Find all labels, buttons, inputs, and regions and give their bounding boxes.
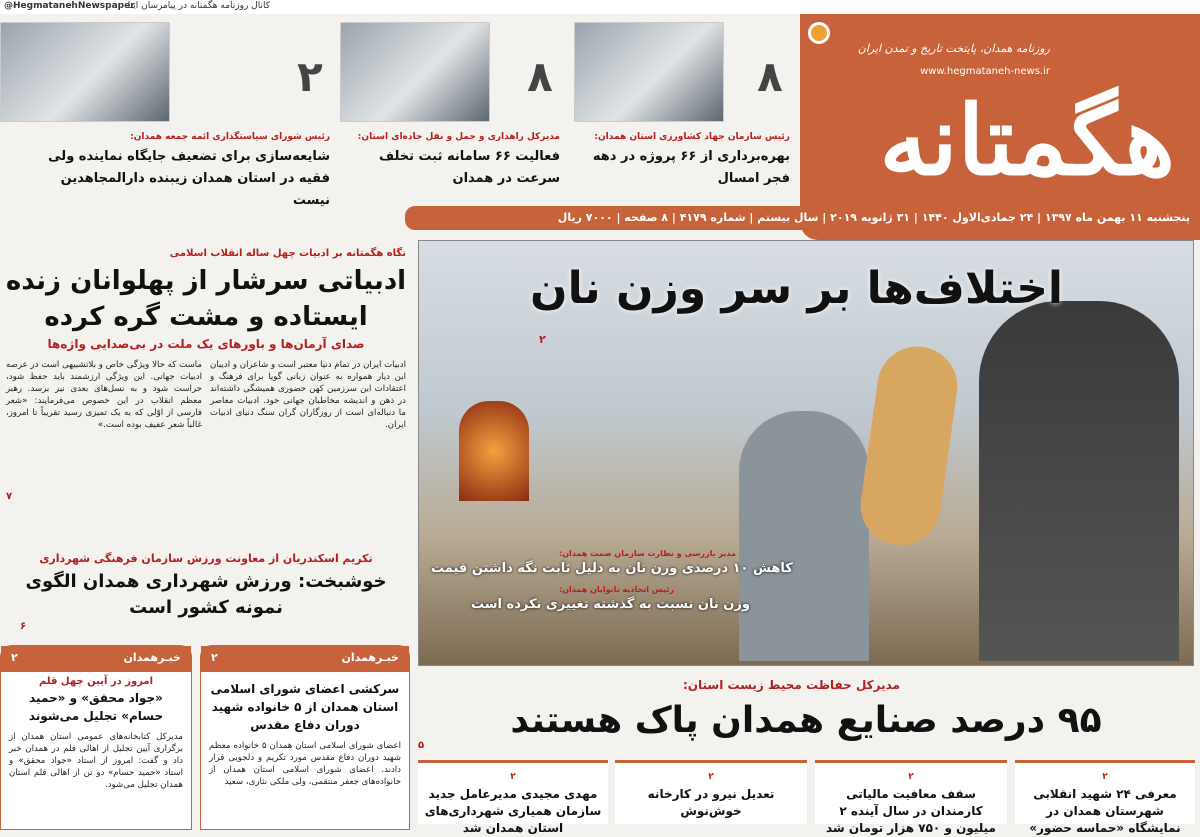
social-handle[interactable]: @HegmatanehNewspaper [4, 1, 135, 11]
news-box-page: ۲ [11, 651, 18, 664]
teaser-photo [340, 22, 490, 122]
lit-subhead: صدای آرمان‌ها و باورهای یک ملت در بی‌صدایی واژه‌ها [47, 337, 365, 351]
lit-page-ref: ۷ [6, 491, 13, 502]
tile-headline: تعدیل نیرو در کارخانه خوش‌نوش [647, 787, 775, 818]
eita-badge-icon [808, 22, 830, 44]
lit-headline: ادبیاتی سرشار از پهلوانان زنده ایستاده و مشت گره کرده [5, 266, 407, 332]
caption-1-kicker: مدیر بازرسی و نظارت سازمان صمت همدان: [559, 549, 736, 558]
issue-dateline: پنجشنبه ۱۱ بهمن ماه ۱۳۹۷ | ۲۴ جمادی‌الاول ۱۴۴۰ | ۳۱ ژانویه ۲۰۱۹ | سال بیستم | شماره ۴۱۷۹ | ۸ صفحه | ۷۰۰۰ ریال [405, 206, 1200, 230]
lit-col-2: ماست که حالا ویژگی خاص و بلاتشبیهی است در عرصه ادبیات جهانی. این ویژگی ارزشمند باید حفظ شود، حراست شود و به نسل‌های بعدی نیز برسد. رهبر معظم انقلاب در این خصوص می‌فرمایند: «شعر فارسی از اوّلی که به یک تمیزی رسید تقریباً تا امروز، غالباً شعر عفیف بوده است.» [6, 360, 202, 430]
oven-shape [459, 401, 529, 501]
teaser-headline: فعالیت ۶۶ سامانه ثبت تخلف سرعت در همدان [378, 149, 560, 186]
news-box-kicker: امروز در آیین چهل قلم [38, 676, 154, 687]
main-photo-story[interactable] [418, 240, 1194, 666]
tile-headline: سقف معافیت مالیاتی کارمندان در سال آینده ۲ میلیون و ۷۵۰ هزار تومان شد [826, 787, 996, 835]
channel-note: کانال روزنامه هگمتانه در پیامرسان ایتا [127, 1, 270, 11]
teaser-2[interactable] [340, 22, 560, 197]
teaser-page-number: ۲ [297, 52, 323, 101]
man-figure [979, 301, 1179, 661]
main-page-ref: ۲ [539, 333, 546, 346]
teaser-caption: مدیرکل راهداری و حمل و نقل جاده‌ای استان: [357, 132, 560, 142]
sport-headline: خوشبخت: ورزش شهرداری همدان الگوی نمونه کشور است [25, 571, 387, 618]
news-box-1[interactable] [200, 645, 410, 830]
news-box-2[interactable] [0, 645, 192, 830]
teaser-3[interactable] [10, 22, 330, 208]
tile-headline: معرفی ۲۴ شهید انقلابی شهرستان همدان در نمایشگاه «حماسه حضور» [1029, 787, 1181, 835]
news-box-headline: «جواد محقق» و «حمید حسام» تجلیل می‌شوند [28, 691, 164, 723]
teaser-caption: رئیس شورای سیاستگذاری ائمه جمعه همدان: [130, 132, 330, 142]
baker-figure [739, 411, 869, 661]
caption-1: کاهش ۱۰ درصدی وزن نان به دلیل ثابت نگه داشتن قیمت [431, 561, 793, 576]
news-box-text: مدیرکل کتابخانه‌های عمومی استان همدان از برگزاری آیین تجلیل از اهالی قلم در همدان خبر داد و گفت: امروز از استاد «جواد محقق» و استاد «حمید حسام» دو تن از اهالی قلم استان همدان تجلیل می‌شود. [9, 732, 183, 790]
news-box-bar [201, 646, 409, 672]
env-kicker: مدیرکل حفاظت محیط زیست استان: [682, 678, 900, 692]
bottom-tile-2[interactable] [815, 760, 1007, 835]
bottom-tile-3[interactable] [615, 760, 807, 824]
teaser-caption: رئیس سازمان جهاد کشاورزی استان همدان: [594, 132, 790, 142]
lit-kicker: نگاه هگمتانه بر ادبیات چهل ساله انقلاب اسلامی [169, 248, 406, 259]
bottom-tile-4[interactable] [418, 760, 608, 835]
caption-2-kicker: رئیس اتحادیه نانوایان همدان: [559, 585, 674, 594]
tile-page: ۲ [908, 772, 914, 782]
tile-page: ۲ [708, 772, 714, 782]
newspaper-logo: هگمتانه [879, 84, 1175, 197]
news-box-text: اعضای شورای اسلامی استان همدان ۵ خانواده معظم شهید دوران دفاع مقدس مورد تکریم و دلجویی قرار دادند. اعضای شورای اسلامی استان همدان از خانواده‌های جعفر منتقمی، ولی ملکی نثاری، سعید [209, 741, 401, 787]
news-box-headline: سرکشی اعضای شورای اسلامی استان همدان از ۵ خانواده شهید دوران دفاع مقدس [210, 682, 400, 732]
news-box-title: خبـرهمدان [341, 651, 399, 664]
lit-body [0, 359, 412, 491]
teaser-headline: بهره‌برداری از ۶۶ پروژه در دهه فجر امسال [592, 149, 790, 186]
teaser-page-number: ۸ [527, 52, 553, 101]
news-box-page: ۲ [211, 651, 218, 664]
sport-kicker: تکریم اسکندریان از معاونت ورزش سازمان فرهنگی شهرداری [39, 552, 373, 565]
top-bar [0, 0, 1200, 14]
tile-page: ۲ [1102, 772, 1108, 782]
env-page-ref: ۵ [418, 740, 425, 751]
bottom-tile-1[interactable] [1015, 760, 1195, 835]
website-url[interactable]: www.hegmataneh-news.ir [920, 66, 1050, 77]
lit-col-1: ادبیات ایران در تمام دنیا معتبر است و شاعران و ادیبان این دیار همواره به عنوان زبانی گویا برای فرهنگ و اعتقادات این سرزمین کهن حضوری همیشگی داشته‌اند در ذهن و اندیشه مخاطبان جهانی خود. ادبیات معاصر ما دنباله‌ای است از روزگاران گران سنگ دنیای ادبیات ایران. [210, 360, 406, 430]
teaser-1[interactable] [575, 22, 790, 197]
caption-2: وزن نان نسبت به گذشته تغییری نکرده است [471, 597, 750, 612]
tile-headline: مهدی مجیدی مدیرعامل جدید سازمان همیاری شهرداری‌های استان همدان شد [424, 787, 602, 835]
sport-page-ref: ۶ [20, 621, 27, 632]
bread-shape [855, 341, 962, 550]
teaser-photo [0, 22, 170, 122]
news-box-bar [1, 646, 191, 672]
teaser-photo [574, 22, 724, 122]
teaser-headline: شایعه‌سازی برای تضعیف جایگاه نماینده ولی فقیه در استان همدان زیبنده دارالمجاهدین نیست [48, 149, 330, 208]
tagline: روزنامه همدان، پایتخت تاریخ و تمدن ایران [857, 42, 1050, 55]
env-headline[interactable]: ۹۵ درصد صنایع همدان پاک هستند [510, 700, 1102, 741]
main-headline: اختلاف‌ها بر سر وزن نان [530, 263, 1063, 314]
literature-story[interactable] [0, 248, 412, 502]
tile-page: ۲ [510, 772, 516, 782]
teaser-page-number: ۸ [757, 52, 783, 101]
news-box-title: خبـرهمدان [123, 651, 181, 664]
sport-story[interactable] [0, 552, 412, 632]
